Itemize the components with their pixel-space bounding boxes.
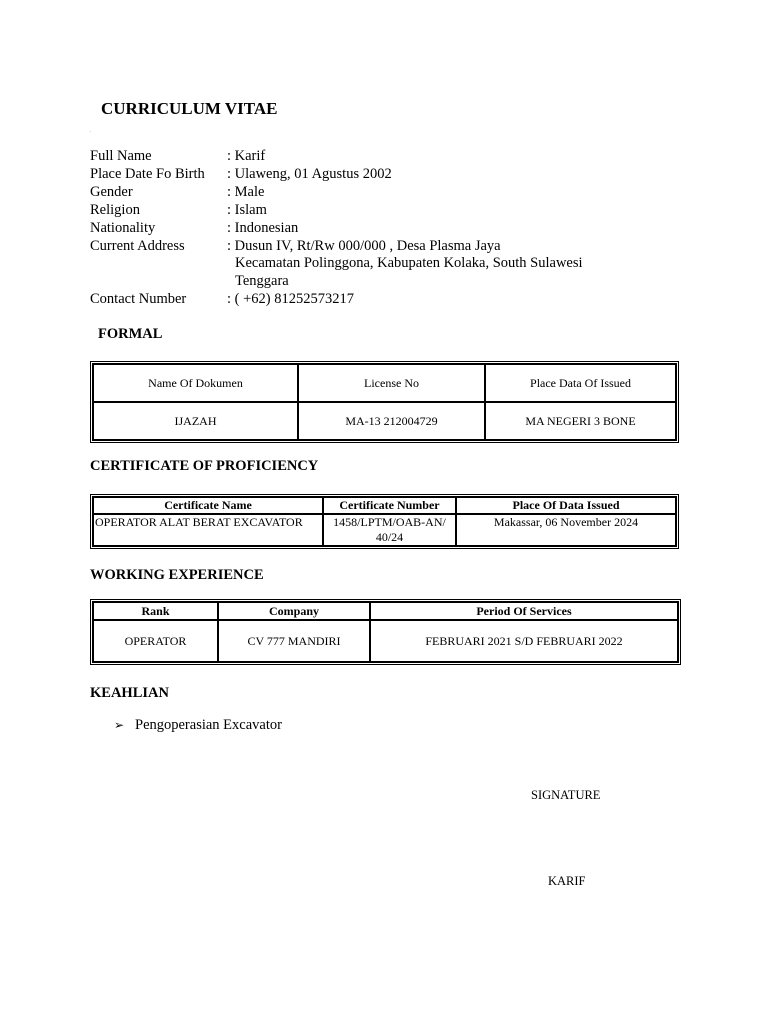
table-header-cell: Place Data Of Issued — [485, 364, 676, 402]
info-row-religion — [90, 202, 607, 220]
table-cell: MA-13 212004729 — [298, 402, 485, 440]
info-label: Full Name — [90, 148, 152, 164]
info-label: Current Address — [90, 237, 185, 254]
table-header-row — [93, 364, 676, 402]
table-cell: FEBRUARI 2021 S/D FEBRUARI 2022 — [370, 620, 678, 662]
table-header-cell: Period Of Services — [370, 602, 678, 620]
table-cell: IJAZAH — [93, 402, 298, 440]
table-header-cell: License No — [298, 364, 485, 402]
info-row-address — [90, 238, 607, 292]
info-row-gender — [90, 184, 607, 202]
address-continuation: Kecamatan Polinggona, Kabupaten Kolaka, South Sulawesi Tenggara — [235, 255, 583, 290]
info-label: Religion — [90, 201, 140, 218]
table-cell: CV 777 MANDIRI — [218, 620, 370, 662]
section-heading-formal: FORMAL — [98, 326, 163, 342]
table-cell: MA NEGERI 3 BONE — [485, 402, 676, 440]
info-value: : Male — [227, 183, 265, 200]
info-row-contact — [90, 291, 607, 309]
info-label: Gender — [90, 183, 133, 200]
info-row-birth — [90, 166, 607, 184]
table-cell: Makassar, 06 November 2024 — [456, 514, 676, 546]
certificate-table — [90, 494, 679, 549]
info-label: Place Date Fo Birth — [90, 165, 205, 182]
info-row-nationality — [90, 220, 607, 238]
skill-text: Pengoperasian Excavator — [135, 717, 282, 733]
table-row — [93, 402, 676, 440]
table-header-cell: Certificate Number — [323, 497, 456, 514]
table-cell: OPERATOR ALAT BERAT EXCAVATOR — [93, 514, 323, 546]
section-heading-skills: KEAHLIAN — [90, 685, 169, 701]
info-value: : Islam — [227, 201, 267, 218]
info-label: Contact Number — [90, 291, 187, 308]
section-heading-experience: WORKING EXPERIENCE — [90, 567, 264, 583]
address-line: : Dusun IV, Rt/Rw 000/000 , Desa Plasma Jaya — [227, 237, 501, 254]
info-value: : Ulaweng, 01 Agustus 2002 — [227, 165, 392, 182]
table-header-cell: Rank — [93, 602, 218, 620]
table-header-row — [93, 497, 676, 514]
info-row-full-name — [90, 148, 607, 166]
signature-name: KARIF — [548, 874, 586, 888]
info-value: : Karif — [227, 148, 266, 164]
document-title: CURRICULUM VITAE — [101, 99, 278, 118]
info-label: Nationality — [90, 219, 156, 236]
info-value-address — [227, 238, 607, 292]
experience-table — [90, 599, 681, 665]
table-header-cell: Certificate Name — [93, 497, 323, 514]
table-header-row — [93, 602, 678, 620]
table-header-cell: Place Of Data Issued — [456, 497, 676, 514]
arrow-bullet-icon: ➢ — [114, 718, 125, 732]
list-item — [114, 717, 282, 734]
table-row — [93, 620, 678, 662]
table-cell: 1458/LPTM/OAB-AN/ 40/24 — [323, 514, 456, 546]
separator-dot: . — [90, 128, 92, 134]
formal-table — [90, 361, 679, 443]
info-value: : ( +62) 81252573217 — [227, 291, 354, 308]
table-header-cell: Name Of Dokumen — [93, 364, 298, 402]
personal-info — [90, 148, 607, 309]
table-cell: OPERATOR — [93, 620, 218, 662]
signature-label: SIGNATURE — [531, 788, 601, 802]
section-heading-certificate: CERTIFICATE OF PROFICIENCY — [90, 458, 319, 474]
table-row — [93, 514, 676, 546]
table-header-cell: Company — [218, 602, 370, 620]
info-value: : Indonesian — [227, 219, 299, 236]
